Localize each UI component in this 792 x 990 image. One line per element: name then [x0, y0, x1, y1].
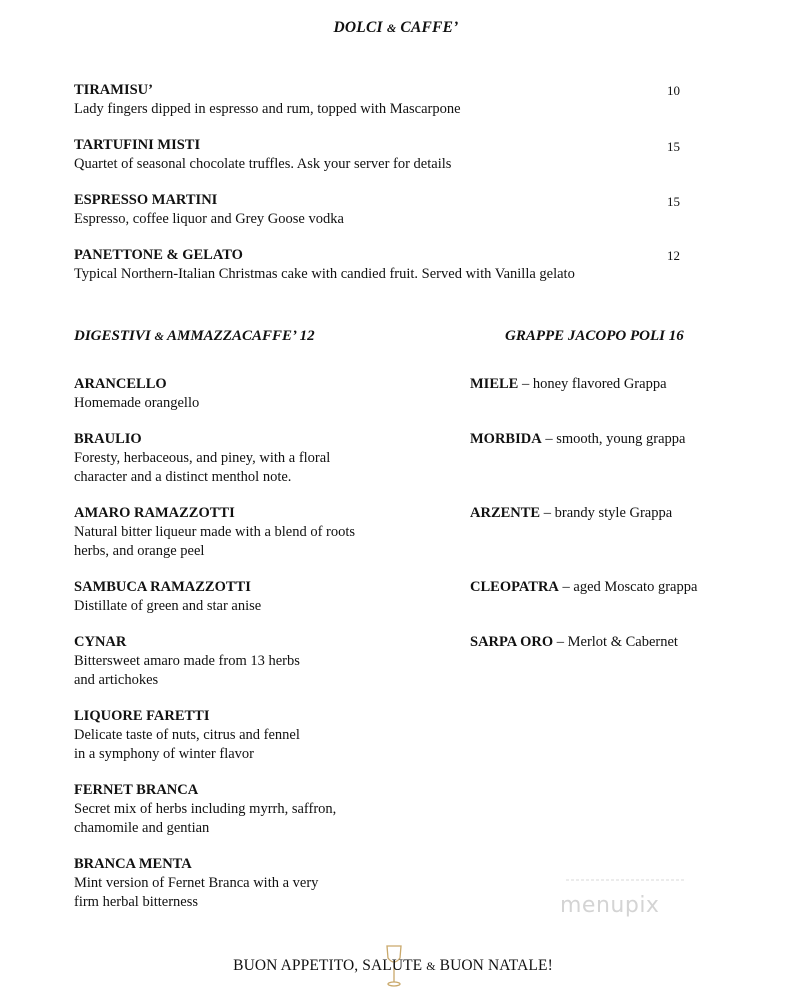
dish-description: Secret mix of herbs including myrrh, saffron, chamomile and gentian [74, 801, 337, 836]
dish-name: CYNAR [74, 634, 127, 650]
dish-price: 15 [667, 194, 680, 209]
heading-text-2: AMMAZZACAFFE’ 12 [163, 328, 315, 344]
footer-text-1: BUON APPETITO, SALUTE [233, 957, 427, 974]
grappa-description: – honey flavored Grappa [518, 376, 667, 392]
footer-ampersand: & [426, 959, 436, 973]
digestivo-item [74, 633, 454, 690]
dolci-item [74, 191, 674, 229]
dish-name: ARANCELLO [74, 376, 167, 392]
digestivo-item [74, 375, 454, 413]
grappa-item [470, 375, 780, 394]
dish-description: Bittersweet amaro made from 13 herbs and artichokes [74, 653, 300, 688]
grappa-name: SARPA ORO [470, 634, 554, 650]
dish-name: BRAULIO [74, 431, 142, 447]
digestivo-item [74, 781, 454, 838]
dish-name: AMARO RAMAZZOTTI [74, 505, 235, 521]
digestivo-item [74, 504, 454, 561]
grappa-description: – Merlot & Cabernet [553, 634, 678, 650]
dish-name: TIRAMISU’ [74, 82, 153, 98]
grappa-item [470, 430, 780, 449]
grappa-item [470, 578, 780, 597]
dish-name: BRANCA MENTA [74, 856, 192, 872]
digestivo-item [74, 855, 454, 912]
grappa-item [470, 633, 780, 652]
dish-name: FERNET BRANCA [74, 782, 199, 798]
footer-text-2: BUON NATALE! [435, 957, 553, 974]
dish-description: Homemade orangello [74, 395, 200, 411]
dish-description: Foresty, herbaceous, and piney, with a floral character and a distinct menthol note. [74, 450, 331, 485]
grappa-name: ARZENTE [470, 505, 541, 521]
grappa-description: – smooth, young grappa [541, 431, 686, 447]
heading-text-1: DIGESTIVI [74, 328, 155, 344]
dolci-item [74, 81, 674, 119]
grappa-description: – aged Moscato grappa [558, 579, 698, 595]
dish-description: Espresso, coffee liquor and Grey Goose vodka [74, 211, 344, 227]
watermark-decoration [566, 876, 684, 884]
dish-name: SAMBUCA RAMAZZOTTI [74, 579, 251, 595]
watermark: menupix [560, 893, 660, 918]
grappa-name: MIELE [470, 376, 519, 392]
dish-name: PANETTONE & GELATO [74, 247, 243, 263]
dish-description: Delicate taste of nuts, citrus and fennel in a symphony of winter flavor [74, 727, 300, 762]
dolci-item [74, 136, 674, 174]
title-text-2: CAFFE’ [396, 19, 459, 36]
dish-price: 15 [667, 139, 680, 154]
footer-greeting [0, 957, 786, 975]
dish-name: ESPRESSO MARTINI [74, 192, 218, 208]
title-text-1: DOLCI [333, 19, 387, 36]
grappa-name: MORBIDA [470, 431, 542, 447]
digestivo-item [74, 707, 454, 764]
grappa-item [470, 504, 780, 523]
dish-name: LIQUORE FARETTI [74, 708, 210, 724]
dish-description: Quartet of seasonal chocolate truffles. Ask your server for details [74, 156, 452, 172]
dish-description: Natural bitter liqueur made with a blend of roots herbs, and orange peel [74, 524, 356, 559]
dish-description: Mint version of Fernet Branca with a very firm herbal bitterness [74, 875, 319, 910]
dish-description: Distillate of green and star anise [74, 598, 262, 614]
grappa-name: CLEOPATRA [470, 579, 559, 595]
dish-description: Lady fingers dipped in espresso and rum, topped with Mascarpone [74, 101, 461, 117]
dish-price: 12 [667, 248, 680, 263]
page-title [0, 19, 792, 37]
grappe-heading: GRAPPE JACOPO POLI 16 [505, 328, 684, 344]
dish-price: 10 [667, 83, 680, 98]
digestivi-heading [74, 328, 315, 345]
grappa-description: – brandy style Grappa [540, 505, 673, 521]
digestivo-item [74, 578, 454, 616]
dish-name: TARTUFINI MISTI [74, 137, 201, 153]
digestivo-item [74, 430, 454, 487]
dolci-item [74, 246, 674, 284]
heading-ampersand: & [154, 329, 164, 343]
title-ampersand: & [386, 21, 397, 35]
dish-description: Typical Northern-Italian Christmas cake with candied fruit. Served with Vanilla gelato [74, 266, 575, 282]
